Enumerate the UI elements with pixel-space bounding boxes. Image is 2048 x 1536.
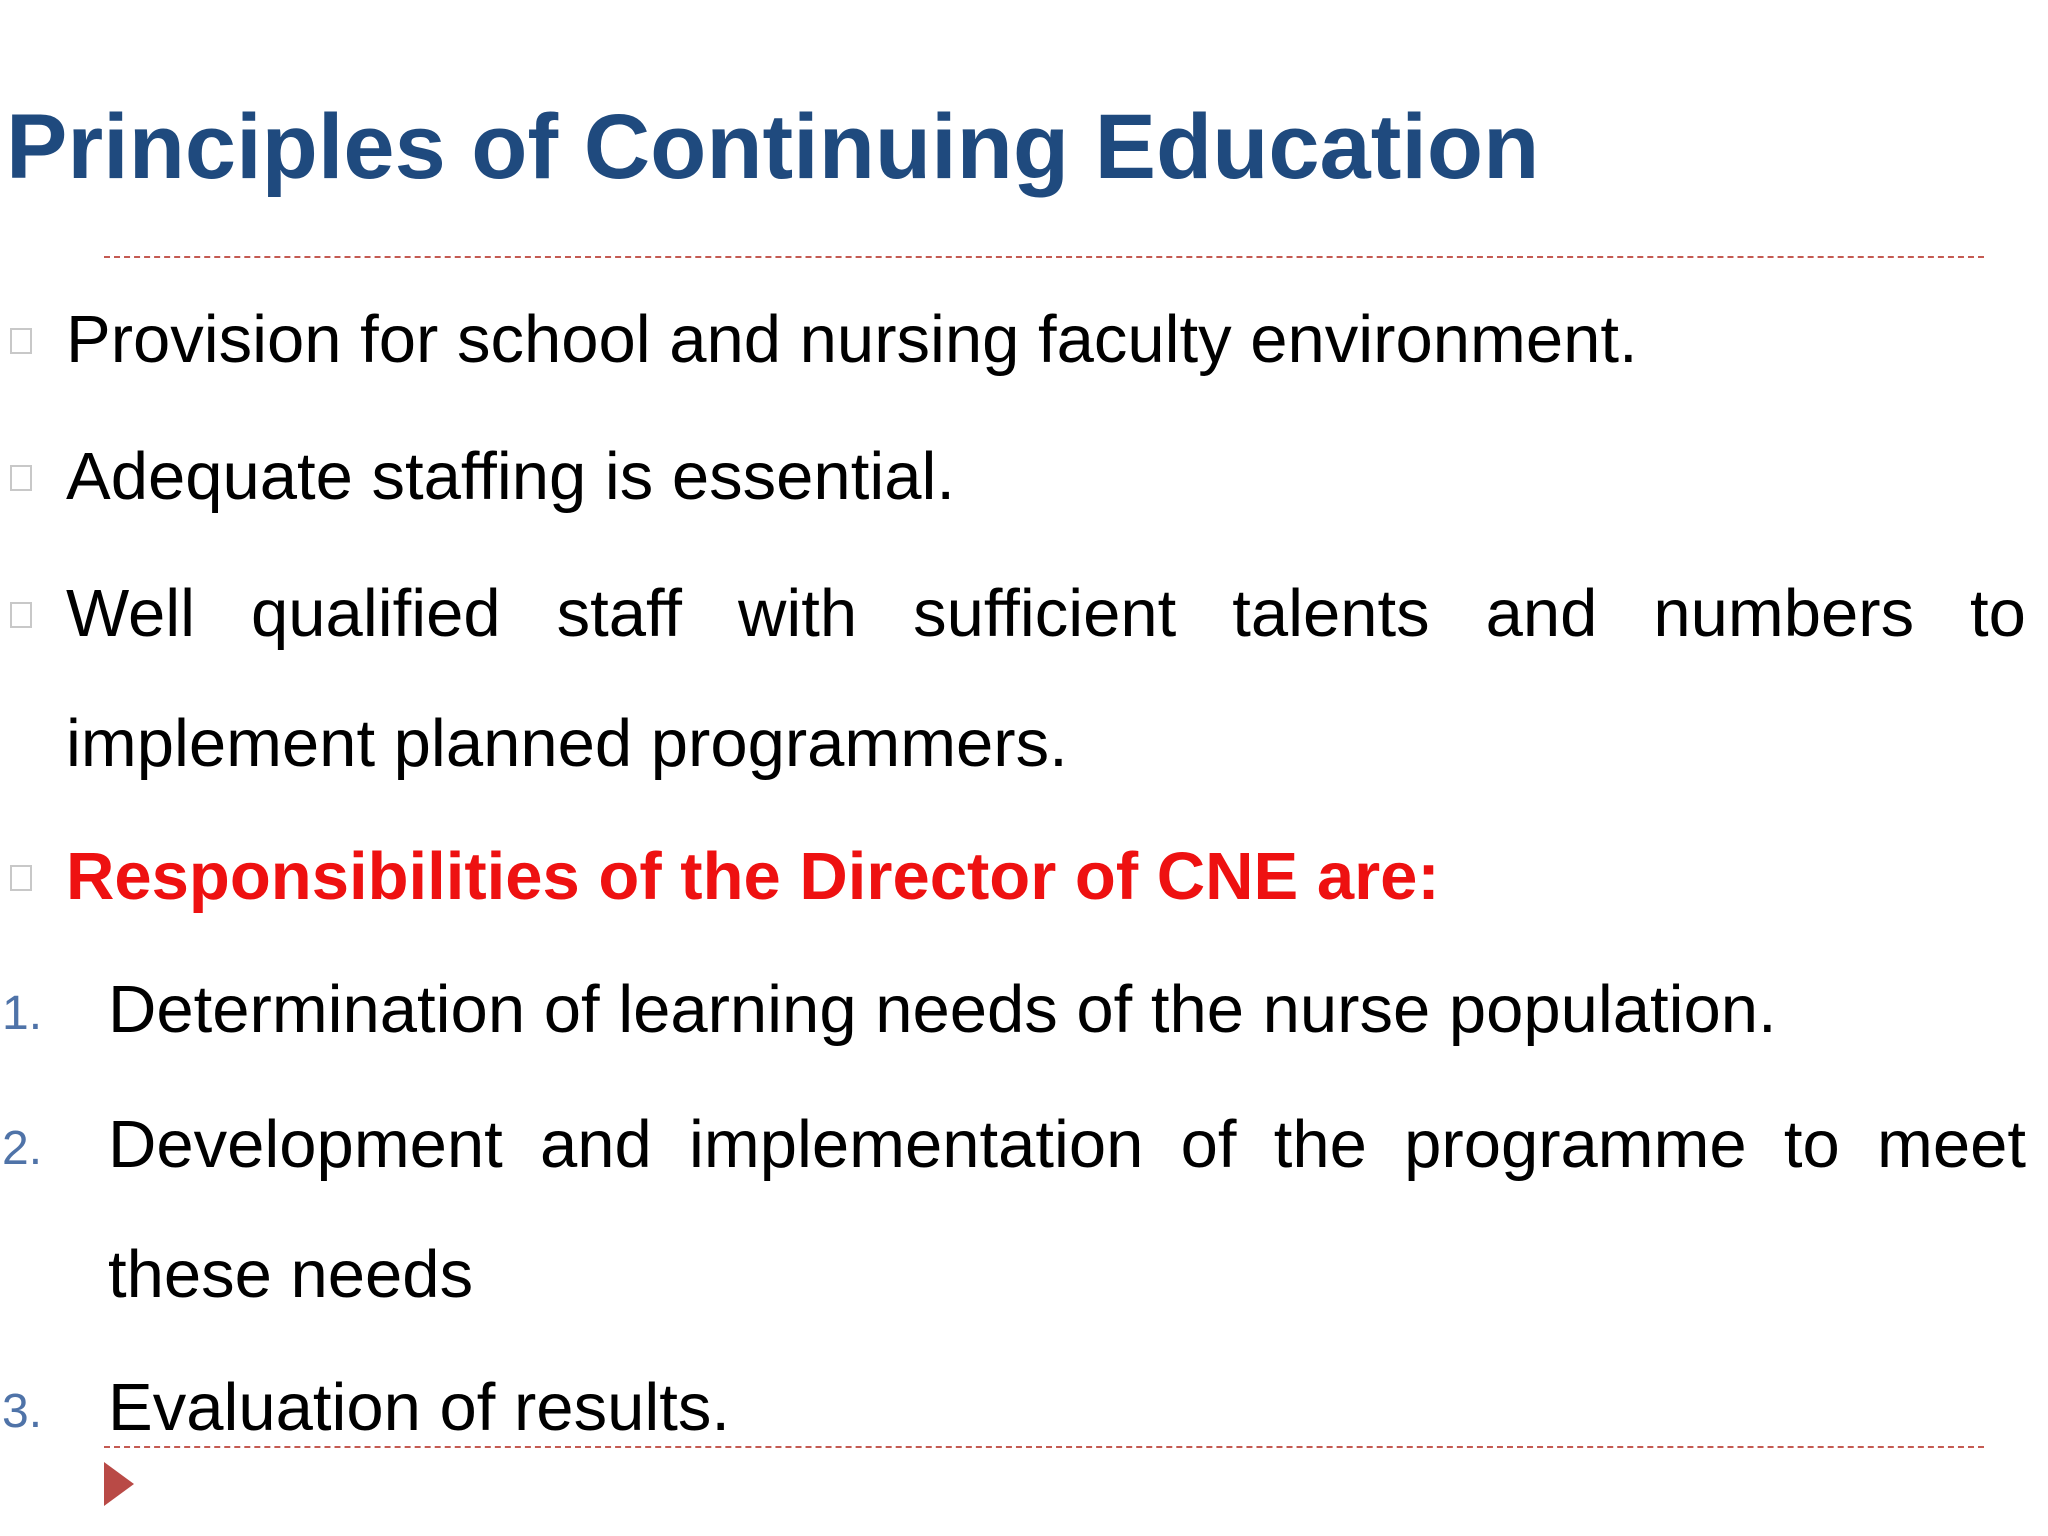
slide-title: Principles of Continuing Education: [6, 96, 1540, 198]
word: the: [1273, 1107, 1367, 1182]
word: Well: [66, 576, 196, 651]
bottom-dashed-divider: [104, 1446, 1984, 1448]
numbered-text: Evaluation of results.: [108, 1370, 730, 1445]
play-arrow-icon: [104, 1462, 134, 1506]
checkbox-bullet-icon: [10, 602, 32, 628]
word: qualified: [251, 576, 501, 651]
numbered-text-line: [108, 1095, 2026, 1195]
bullet-text: Adequate staffing is essential.: [66, 439, 955, 514]
word: of: [1180, 1107, 1237, 1182]
word: talents: [1232, 576, 1430, 651]
top-dashed-divider: [104, 256, 1984, 258]
bullet-text: Provision for school and nursing faculty environment.: [66, 302, 1638, 377]
word: programme: [1404, 1107, 1747, 1182]
item-number: 2.: [2, 1122, 43, 1175]
checkbox-bullet-icon: [10, 865, 32, 891]
word: Development: [108, 1107, 503, 1182]
item-number: 3.: [2, 1385, 43, 1438]
checkbox-bullet-icon: [10, 465, 32, 491]
numbered-text-line: these needs: [108, 1237, 474, 1312]
word: and: [540, 1107, 652, 1182]
word: with: [737, 576, 858, 651]
checkbox-bullet-icon: [10, 328, 32, 354]
word: sufficient: [913, 576, 1177, 651]
numbered-text: Determination of learning needs of the nurse population.: [108, 972, 1777, 1047]
item-number: 1.: [2, 987, 43, 1040]
word: staff: [556, 576, 682, 651]
word: numbers: [1653, 576, 1915, 651]
word: to: [1970, 576, 2026, 651]
word: and: [1485, 576, 1598, 651]
section-heading: Responsibilities of the Director of CNE are:: [66, 839, 1440, 914]
bullet-text-line: [66, 564, 2026, 664]
word: implementation: [689, 1107, 1144, 1182]
word: to: [1783, 1107, 1840, 1182]
word: meet: [1877, 1107, 2026, 1182]
bullet-text-line: implement planned programmers.: [66, 706, 1068, 781]
